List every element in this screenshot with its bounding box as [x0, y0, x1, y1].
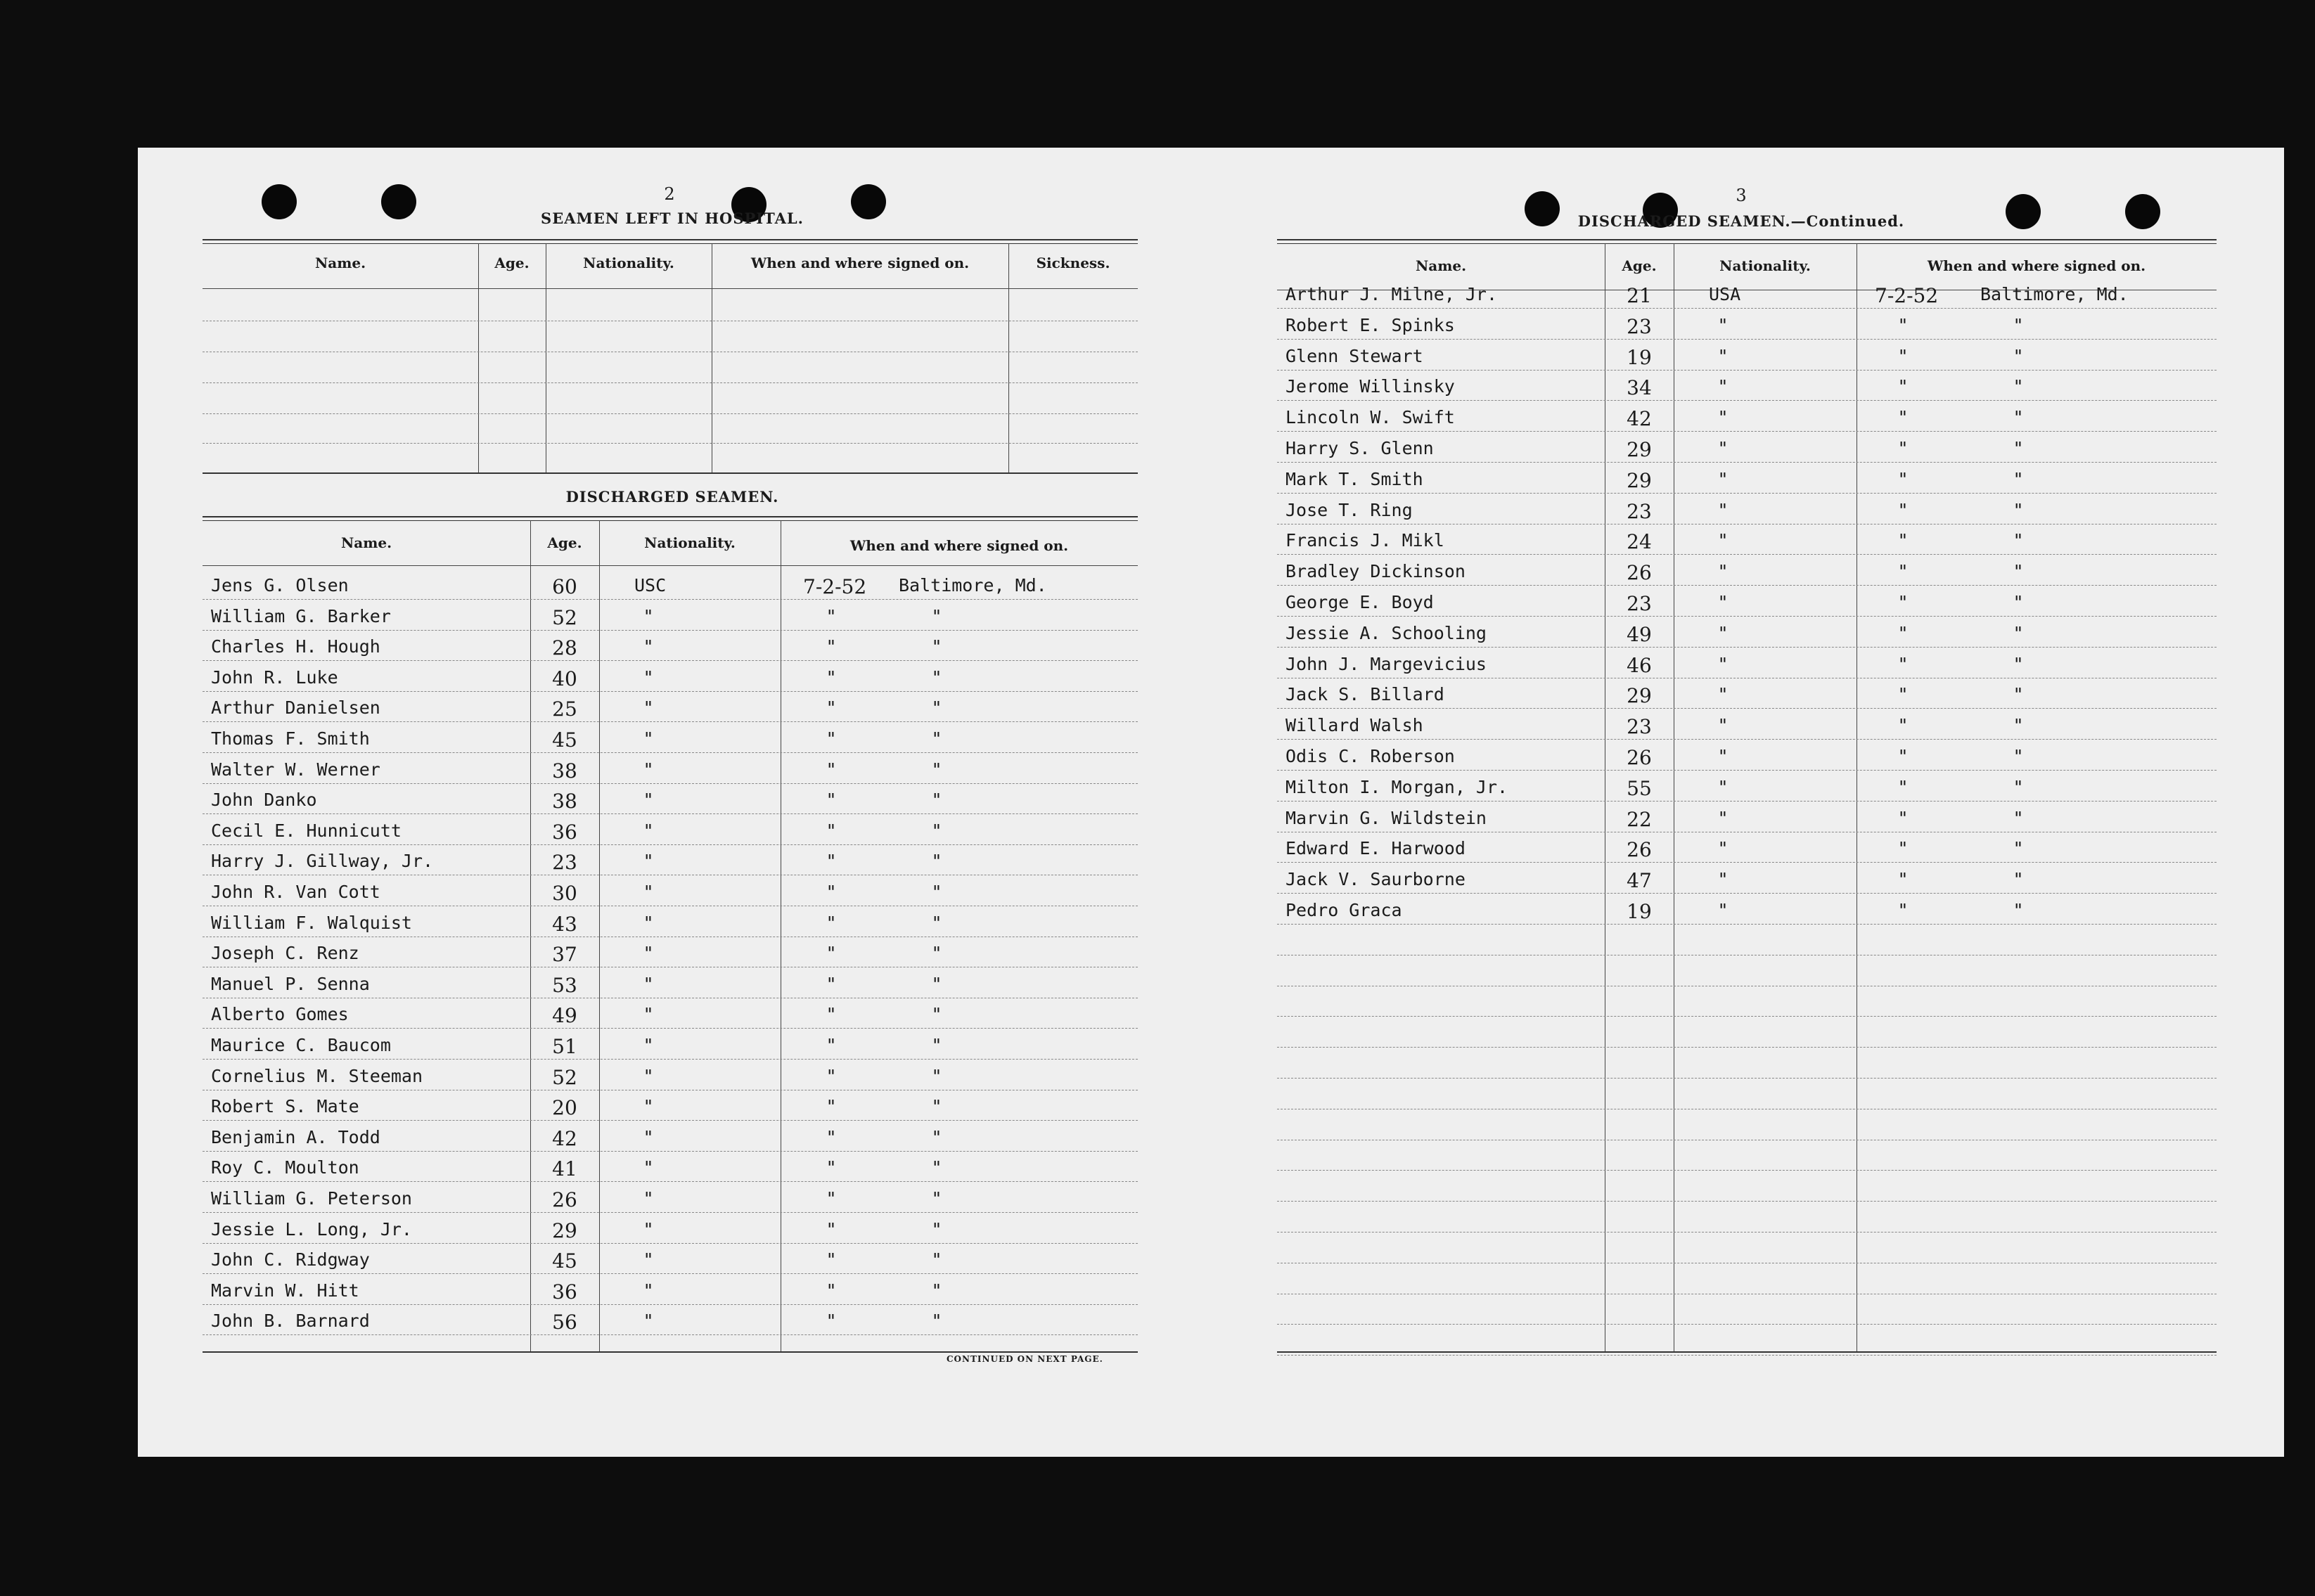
seaman-nationality: "	[1717, 684, 1729, 705]
seaman-nationality: "	[643, 605, 654, 626]
signed-on-date: "	[1897, 376, 1909, 397]
signed-on-date: "	[826, 851, 837, 872]
seaman-name: Arthur J. Milne, Jr.	[1285, 284, 1498, 304]
hospital-header-age: Age.	[494, 255, 530, 271]
signed-on-date: "	[826, 912, 837, 933]
signed-on-place: "	[931, 759, 942, 780]
signed-on-place: "	[2013, 407, 2024, 428]
signed-on-date: "	[826, 667, 837, 688]
signed-on-date: "	[826, 605, 837, 626]
signed-on-date: "	[1897, 438, 1909, 458]
seaman-nationality: "	[643, 1065, 654, 1086]
seaman-age: 51	[552, 1035, 577, 1058]
signed-on-place: "	[2013, 530, 2024, 551]
seaman-age: 38	[552, 790, 577, 813]
seaman-age: 22	[1627, 807, 1652, 831]
seaman-name: Lincoln W. Swift	[1285, 407, 1455, 428]
signed-on-place: "	[2013, 838, 2024, 859]
seaman-name: Pedro Graca	[1285, 900, 1402, 920]
seaman-age: 20	[552, 1096, 577, 1120]
seaman-age: 47	[1627, 869, 1652, 893]
seaman-nationality: "	[643, 697, 654, 719]
seaman-age: 46	[1627, 653, 1652, 677]
seaman-nationality: "	[1717, 838, 1729, 859]
seaman-name: Jose T. Ring	[1285, 499, 1413, 520]
seaman-nationality: "	[1717, 746, 1729, 766]
seaman-name: George E. Boyd	[1285, 592, 1434, 612]
signed-on-place: "	[931, 1065, 942, 1086]
seaman-name: Joseph C. Renz	[211, 943, 359, 964]
seaman-name: Jack S. Billard	[1285, 684, 1444, 705]
seaman-age: 43	[552, 912, 577, 936]
signed-on-place: "	[931, 605, 942, 626]
seaman-name: William G. Barker	[211, 605, 391, 626]
signed-on-date: "	[1897, 715, 1909, 736]
signed-on-date: "	[1897, 653, 1909, 674]
seaman-age: 40	[552, 667, 577, 690]
seaman-name: Odis C. Roberson	[1285, 746, 1455, 766]
seaman-age: 30	[552, 882, 577, 905]
signed-on-place: "	[931, 1249, 942, 1270]
seaman-nationality: "	[1717, 869, 1729, 890]
signed-on-place: "	[2013, 468, 2024, 489]
signed-on-place: "	[931, 851, 942, 872]
seaman-age: 42	[1627, 407, 1652, 431]
seaman-age: 26	[1627, 838, 1652, 862]
seaman-nationality: "	[1717, 438, 1729, 458]
signed-on-place: "	[931, 1188, 942, 1209]
seaman-nationality: "	[643, 1311, 654, 1332]
seaman-nationality: "	[1717, 900, 1729, 920]
seaman-age: 19	[1627, 900, 1652, 923]
seaman-nationality: "	[1717, 314, 1729, 335]
seaman-name: Thomas F. Smith	[211, 728, 370, 749]
seaman-name: John R. Luke	[211, 667, 338, 688]
signed-on-date: "	[826, 759, 837, 780]
seaman-age: 56	[552, 1311, 577, 1334]
seaman-name: William G. Peterson	[211, 1188, 412, 1209]
seaman-age: 36	[552, 1280, 577, 1304]
seaman-age: 29	[1627, 438, 1652, 461]
seaman-nationality: "	[643, 728, 654, 749]
discharged-header-signed-on: When and where signed on.	[849, 537, 1069, 554]
signed-on-date: "	[1897, 869, 1909, 890]
seaman-name: Robert S. Mate	[211, 1096, 359, 1117]
signed-on-date: "	[826, 790, 837, 811]
seaman-nationality: "	[1717, 499, 1729, 520]
signed-on-date: "	[826, 1157, 837, 1178]
right-header-nationality: Nationality.	[1719, 257, 1811, 274]
signed-on-place: "	[2013, 684, 2024, 705]
signed-on-date: "	[1897, 407, 1909, 428]
seaman-name: Maurice C. Baucom	[211, 1035, 391, 1055]
seaman-age: 29	[552, 1218, 577, 1242]
signed-on-place: "	[2013, 314, 2024, 335]
seaman-name: Benjamin A. Todd	[211, 1126, 380, 1147]
seaman-nationality: "	[1717, 622, 1729, 643]
signed-on-date: "	[1897, 684, 1909, 705]
discharged-header-age: Age.	[547, 534, 582, 551]
seaman-name: Jack V. Saurborne	[1285, 869, 1466, 890]
signed-on-place: "	[931, 973, 942, 994]
seaman-nationality: "	[1717, 592, 1729, 612]
seaman-nationality: "	[643, 1280, 654, 1301]
signed-on-place: "	[931, 882, 942, 902]
signed-on-date: "	[826, 943, 837, 964]
signed-on-place: "	[931, 1096, 942, 1117]
hospital-table	[203, 239, 1138, 492]
signed-on-date: "	[826, 728, 837, 749]
right-header-signed-on: When and where signed on.	[1927, 257, 2146, 274]
seaman-name: Willard Walsh	[1285, 715, 1423, 736]
seaman-age: 38	[552, 759, 577, 783]
right-header-age: Age.	[1622, 257, 1657, 274]
seaman-nationality: "	[643, 790, 654, 811]
signed-on-place: "	[2013, 900, 2024, 920]
signed-on-date: "	[826, 1035, 837, 1055]
seaman-age: 26	[552, 1188, 577, 1211]
seaman-age: 26	[1627, 746, 1652, 769]
seaman-age: 37	[552, 943, 577, 967]
signed-on-date: "	[826, 1188, 837, 1209]
signed-on-place: "	[2013, 499, 2024, 520]
seaman-name: Bradley Dickinson	[1285, 561, 1466, 582]
seaman-nationality: USC	[634, 575, 667, 596]
signed-on-date: "	[1897, 807, 1909, 828]
signed-on-date: "	[1897, 622, 1909, 643]
seaman-name: Marvin G. Wildstein	[1285, 807, 1487, 828]
signed-on-place: "	[2013, 592, 2024, 612]
seaman-name: Milton I. Morgan, Jr.	[1285, 776, 1508, 797]
signed-on-date: "	[1897, 776, 1909, 797]
signed-on-date: "	[826, 973, 837, 994]
signed-on-place: "	[931, 1035, 942, 1055]
signed-on-place: Baltimore, Md.	[1980, 284, 2129, 304]
seaman-age: 34	[1627, 376, 1652, 400]
seaman-name: Walter W. Werner	[211, 759, 380, 780]
signed-on-date: "	[826, 1004, 837, 1025]
seaman-name: Jerome Willinsky	[1285, 376, 1455, 397]
signed-on-date: "	[1897, 838, 1909, 859]
seaman-nationality: "	[643, 1035, 654, 1055]
seaman-name: Cecil E. Hunnicutt	[211, 820, 402, 841]
seaman-nationality: "	[643, 1218, 654, 1240]
signed-on-place: "	[931, 912, 942, 933]
signed-on-place: "	[2013, 746, 2024, 766]
signed-on-place: "	[2013, 653, 2024, 674]
signed-on-date: "	[826, 636, 837, 657]
signed-on-date: "	[1897, 561, 1909, 582]
signed-on-place: "	[931, 790, 942, 811]
discharged-header-name: Name.	[340, 534, 392, 551]
seaman-name: Manuel P. Senna	[211, 973, 370, 994]
seaman-name: Harry S. Glenn	[1285, 438, 1434, 458]
signed-on-place: "	[931, 728, 942, 749]
signed-on-date: "	[826, 1218, 837, 1240]
seaman-age: 23	[1627, 715, 1652, 739]
hospital-header-signed-on: When and where signed on.	[750, 255, 970, 271]
punch-hole	[2006, 194, 2041, 229]
seaman-name: Charles H. Hough	[211, 636, 380, 657]
signed-on-date: "	[826, 820, 837, 841]
signed-on-date: "	[1897, 592, 1909, 612]
seaman-age: 23	[552, 851, 577, 875]
signed-on-date: "	[1897, 345, 1909, 366]
signed-on-place: "	[931, 1157, 942, 1178]
seaman-name: Edward E. Harwood	[1285, 838, 1466, 859]
seaman-name: John C. Ridgway	[211, 1249, 370, 1270]
signed-on-place: "	[931, 820, 942, 841]
seaman-age: 49	[552, 1004, 577, 1028]
seaman-name: John Danko	[211, 790, 317, 811]
seaman-nationality: "	[643, 1004, 654, 1025]
seaman-age: 28	[552, 636, 577, 660]
seaman-nationality: "	[1717, 468, 1729, 489]
seaman-nationality: "	[643, 820, 654, 841]
seaman-age: 29	[1627, 684, 1652, 708]
seaman-nationality: "	[1717, 530, 1729, 551]
seaman-age: 26	[1627, 561, 1652, 585]
hospital-header-sickness: Sickness.	[1036, 255, 1110, 271]
hospital-header-nationality: Nationality.	[583, 255, 674, 271]
seaman-name: Jessie L. Long, Jr.	[211, 1218, 412, 1240]
seaman-age: 49	[1627, 622, 1652, 646]
signed-on-place: "	[2013, 715, 2024, 736]
hospital-header-name: Name.	[314, 255, 366, 271]
seaman-nationality: "	[1717, 376, 1729, 397]
signed-on-date: "	[826, 1065, 837, 1086]
seaman-nationality: "	[643, 882, 654, 902]
signed-on-place: "	[931, 1311, 942, 1332]
signed-on-place: "	[2013, 622, 2024, 643]
seaman-age: 24	[1627, 530, 1652, 554]
signed-on-date: "	[826, 1249, 837, 1270]
seaman-name: Glenn Stewart	[1285, 345, 1423, 366]
signed-on-date: "	[826, 1096, 837, 1117]
seaman-name: Harry J. Gillway, Jr.	[211, 851, 434, 872]
continued-note: CONTINUED ON NEXT PAGE.	[947, 1354, 1103, 1364]
hospital-section-title: SEAMEN LEFT IN HOSPITAL.	[541, 210, 804, 227]
right-header-name: Name.	[1415, 257, 1467, 274]
signed-on-date: "	[826, 1126, 837, 1147]
seaman-nationality: "	[643, 1249, 654, 1270]
signed-on-place: "	[2013, 376, 2024, 397]
signed-on-place: Baltimore, Md.	[899, 575, 1047, 596]
seaman-age: 52	[552, 1065, 577, 1089]
seaman-name: Robert E. Spinks	[1285, 314, 1455, 335]
seaman-age: 29	[1627, 468, 1652, 492]
signed-on-place: "	[931, 1280, 942, 1301]
signed-on-date: "	[1897, 499, 1909, 520]
signed-on-place: "	[931, 1004, 942, 1025]
signed-on-date: "	[1897, 530, 1909, 551]
signed-on-date: "	[1897, 314, 1909, 335]
seaman-nationality: "	[643, 1096, 654, 1117]
seaman-age: 23	[1627, 592, 1652, 615]
seaman-name: William F. Walquist	[211, 912, 412, 933]
discharged-table-right	[1277, 239, 2217, 1364]
seaman-age: 21	[1627, 284, 1652, 307]
seaman-nationality: "	[643, 1126, 654, 1147]
seaman-nationality: "	[643, 973, 654, 994]
seaman-age: 23	[1627, 499, 1652, 523]
seaman-name: Roy C. Moulton	[211, 1157, 359, 1178]
seaman-age: 42	[552, 1126, 577, 1150]
discharged-header-nationality: Nationality.	[644, 534, 736, 551]
discharged-section-title: DISCHARGED SEAMEN.	[565, 488, 779, 506]
seaman-name: Arthur Danielsen	[211, 697, 380, 719]
seaman-nationality: "	[1717, 807, 1729, 828]
signed-on-date: "	[826, 697, 837, 719]
seaman-age: 45	[552, 728, 577, 752]
seaman-nationality: "	[643, 1157, 654, 1178]
seaman-age: 41	[552, 1157, 577, 1181]
signed-on-place: "	[931, 1126, 942, 1147]
punch-hole	[2125, 194, 2160, 229]
signed-on-place: "	[2013, 438, 2024, 458]
seaman-age: 25	[552, 697, 577, 721]
signed-on-place: "	[2013, 776, 2024, 797]
seaman-age: 55	[1627, 776, 1652, 800]
seaman-age: 36	[552, 820, 577, 844]
seaman-nationality: USA	[1709, 284, 1741, 304]
left-page-number: 2	[664, 184, 675, 204]
seaman-age: 19	[1627, 345, 1652, 369]
signed-on-date: "	[826, 882, 837, 902]
seaman-nationality: "	[643, 667, 654, 688]
seaman-nationality: "	[643, 1188, 654, 1209]
seaman-name: John R. Van Cott	[211, 882, 380, 902]
signed-on-place: "	[2013, 561, 2024, 582]
seaman-nationality: "	[1717, 653, 1729, 674]
seaman-name: John J. Margevicius	[1285, 653, 1487, 674]
signed-on-place: "	[2013, 807, 2024, 828]
signed-on-place: "	[931, 1218, 942, 1240]
discharged-table-left	[203, 516, 1138, 1360]
seaman-nationality: "	[643, 759, 654, 780]
seaman-age: 45	[552, 1249, 577, 1273]
seaman-name: John B. Barnard	[211, 1311, 370, 1332]
signed-on-date: "	[826, 1311, 837, 1332]
seaman-name: Cornelius M. Steeman	[211, 1065, 423, 1086]
seaman-nationality: "	[1717, 776, 1729, 797]
seaman-age: 52	[552, 605, 577, 629]
seaman-nationality: "	[643, 943, 654, 964]
seaman-name: Francis J. Mikl	[1285, 530, 1444, 551]
signed-on-date: "	[826, 1280, 837, 1301]
seaman-nationality: "	[643, 912, 654, 933]
signed-on-date: "	[1897, 746, 1909, 766]
signed-on-date: "	[1897, 900, 1909, 920]
seaman-age: 53	[552, 973, 577, 997]
right-page-number: 3	[1736, 186, 1747, 205]
signed-on-place: "	[2013, 345, 2024, 366]
seaman-nationality: "	[1717, 345, 1729, 366]
punch-hole	[381, 184, 416, 219]
right-section-title: DISCHARGED SEAMEN.—Continued.	[1577, 212, 1905, 230]
seaman-name: Jessie A. Schooling	[1285, 622, 1487, 643]
seaman-age: 60	[552, 575, 577, 598]
signed-on-place: "	[931, 667, 942, 688]
seaman-nationality: "	[643, 851, 654, 872]
signed-on-place: "	[931, 697, 942, 719]
signed-on-place: "	[931, 943, 942, 964]
signed-on-place: "	[931, 636, 942, 657]
signed-on-place: "	[2013, 869, 2024, 890]
seaman-nationality: "	[1717, 407, 1729, 428]
signed-on-date: "	[1897, 468, 1909, 489]
seaman-name: Alberto Gomes	[211, 1004, 349, 1025]
seaman-name: Jens G. Olsen	[211, 575, 349, 596]
signed-on-date: 7-2-52	[803, 575, 867, 598]
seaman-nationality: "	[1717, 715, 1729, 736]
seaman-name: Mark T. Smith	[1285, 468, 1423, 489]
seaman-age: 23	[1627, 314, 1652, 338]
seaman-nationality: "	[643, 636, 654, 657]
seaman-nationality: "	[1717, 561, 1729, 582]
signed-on-date: 7-2-52	[1875, 284, 1939, 307]
punch-hole	[262, 184, 297, 219]
seaman-name: Marvin W. Hitt	[211, 1280, 359, 1301]
logbook-spread	[138, 148, 2284, 1457]
